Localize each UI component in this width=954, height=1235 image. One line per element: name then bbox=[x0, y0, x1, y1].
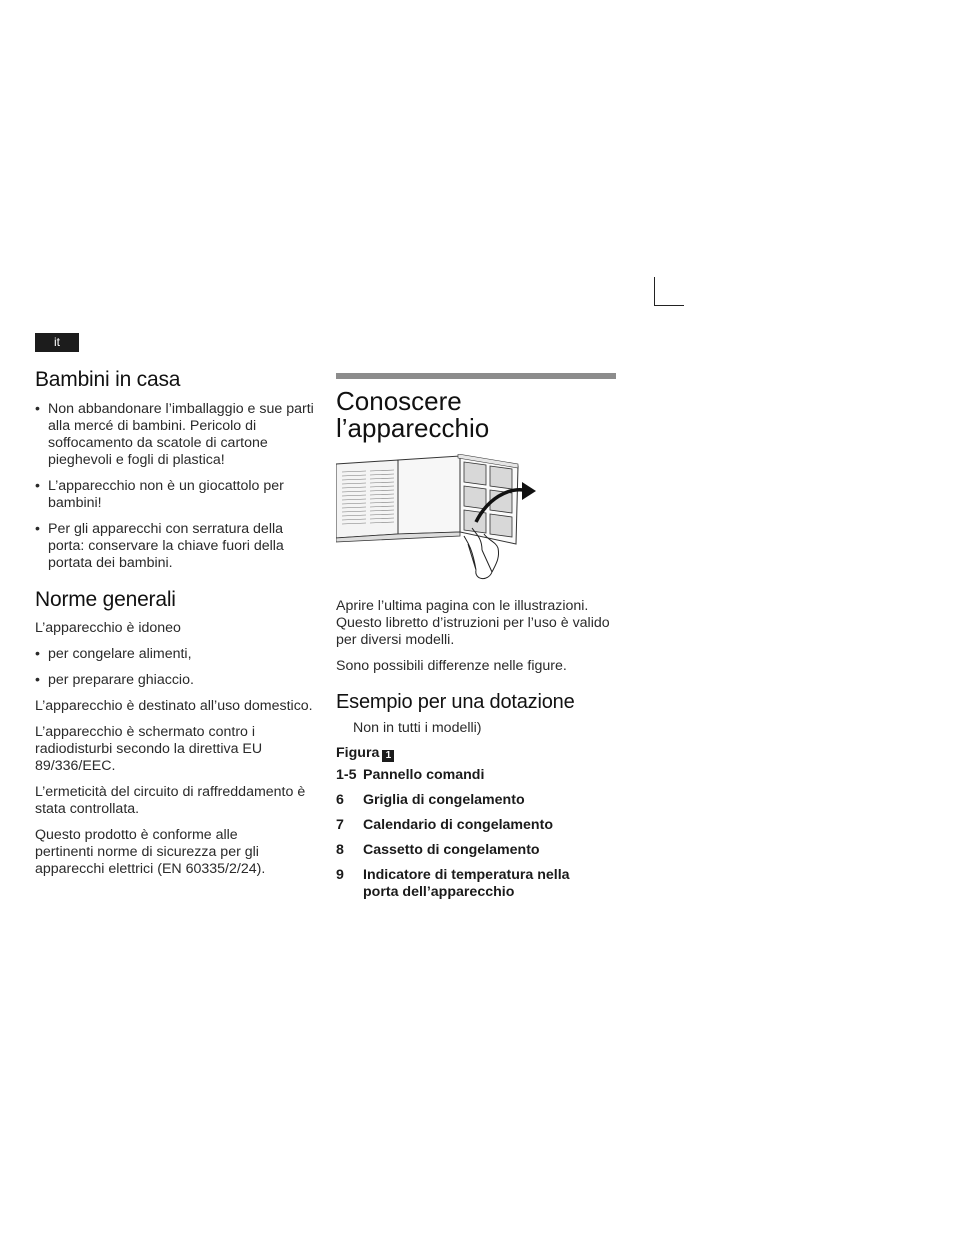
main-title-line1: Conoscere bbox=[336, 386, 462, 416]
part-label: Cassetto di congelamento bbox=[363, 842, 540, 858]
main-title-line2: l’apparecchio bbox=[336, 413, 490, 443]
paragraph: Questo prodotto è conforme alle pertinenti norme di sicurezza per gli apparecchi elettrici (EN 60335/2/24). bbox=[35, 827, 266, 877]
language-tab: it bbox=[35, 333, 79, 352]
paragraph: L’apparecchio è schermato contro i radiodisturbi secondo la direttiva EU 89/336/EEC. bbox=[35, 724, 263, 774]
part-label: Calendario di congelamento bbox=[363, 817, 553, 833]
part-label: Indicatore di temperatura nella porta dell’apparecchio bbox=[363, 867, 570, 900]
list-item: • per congelare alimenti, bbox=[35, 646, 320, 663]
booklet-illustration bbox=[336, 454, 546, 584]
list-item bbox=[336, 842, 618, 859]
paragraph: Sono possibili differenze nelle figure. bbox=[336, 658, 567, 674]
paragraph: L’apparecchio è destinato all’uso domestico. bbox=[35, 698, 313, 714]
section-rule bbox=[336, 373, 616, 379]
paragraph: Aprire l’ultima pagina con le illustrazioni. Questo libretto d’istruzioni per l’uso è valido per diversi modelli. bbox=[336, 598, 610, 648]
uses-list bbox=[35, 646, 320, 689]
list-item: • Non abbandonare l’imballaggio e sue parti alla mercé di bambini. Pericolo di soffocamento da scatole di cartone pieghevoli e fogli di plastica! bbox=[35, 401, 320, 469]
part-number: 1-5 bbox=[336, 767, 357, 783]
left-column bbox=[35, 368, 320, 878]
part-number: 7 bbox=[336, 817, 344, 833]
list-item bbox=[336, 792, 618, 809]
subnote: Non in tutti i modelli) bbox=[353, 720, 482, 736]
part-label: Pannello comandi bbox=[363, 767, 485, 783]
figure-number-badge: 1 bbox=[382, 750, 394, 762]
parts-list bbox=[336, 767, 618, 901]
list-item: • L’apparecchio non è un giocattolo per bambini! bbox=[35, 478, 320, 512]
part-number: 8 bbox=[336, 842, 344, 858]
part-number: 9 bbox=[336, 867, 344, 883]
bambini-list bbox=[35, 401, 320, 572]
figure-reference bbox=[336, 745, 618, 762]
middle-column bbox=[336, 373, 618, 901]
section-title-bambini: Bambini in casa bbox=[35, 368, 181, 391]
list-item: • per preparare ghiaccio. bbox=[35, 672, 320, 689]
figure-label: Figura bbox=[336, 745, 380, 761]
list-item: • Per gli apparecchi con serratura della porta: conservare la chiave fuori della portata dei bambini. bbox=[35, 521, 320, 572]
paragraph-intro: L’apparecchio è idoneo bbox=[35, 620, 181, 636]
section-title-norme: Norme generali bbox=[35, 588, 176, 611]
paragraph: L’ermeticità del circuito di raffreddamento è stata controllata. bbox=[35, 784, 306, 817]
list-item bbox=[336, 767, 618, 784]
crop-mark-vertical bbox=[654, 277, 655, 306]
crop-mark-horizontal bbox=[654, 305, 684, 306]
section-title-esempio: Esempio per una dotazione bbox=[336, 691, 575, 713]
part-label: Griglia di congelamento bbox=[363, 792, 525, 808]
list-item bbox=[336, 817, 618, 834]
part-number: 6 bbox=[336, 792, 344, 808]
list-item bbox=[336, 867, 618, 901]
main-title bbox=[336, 388, 618, 442]
